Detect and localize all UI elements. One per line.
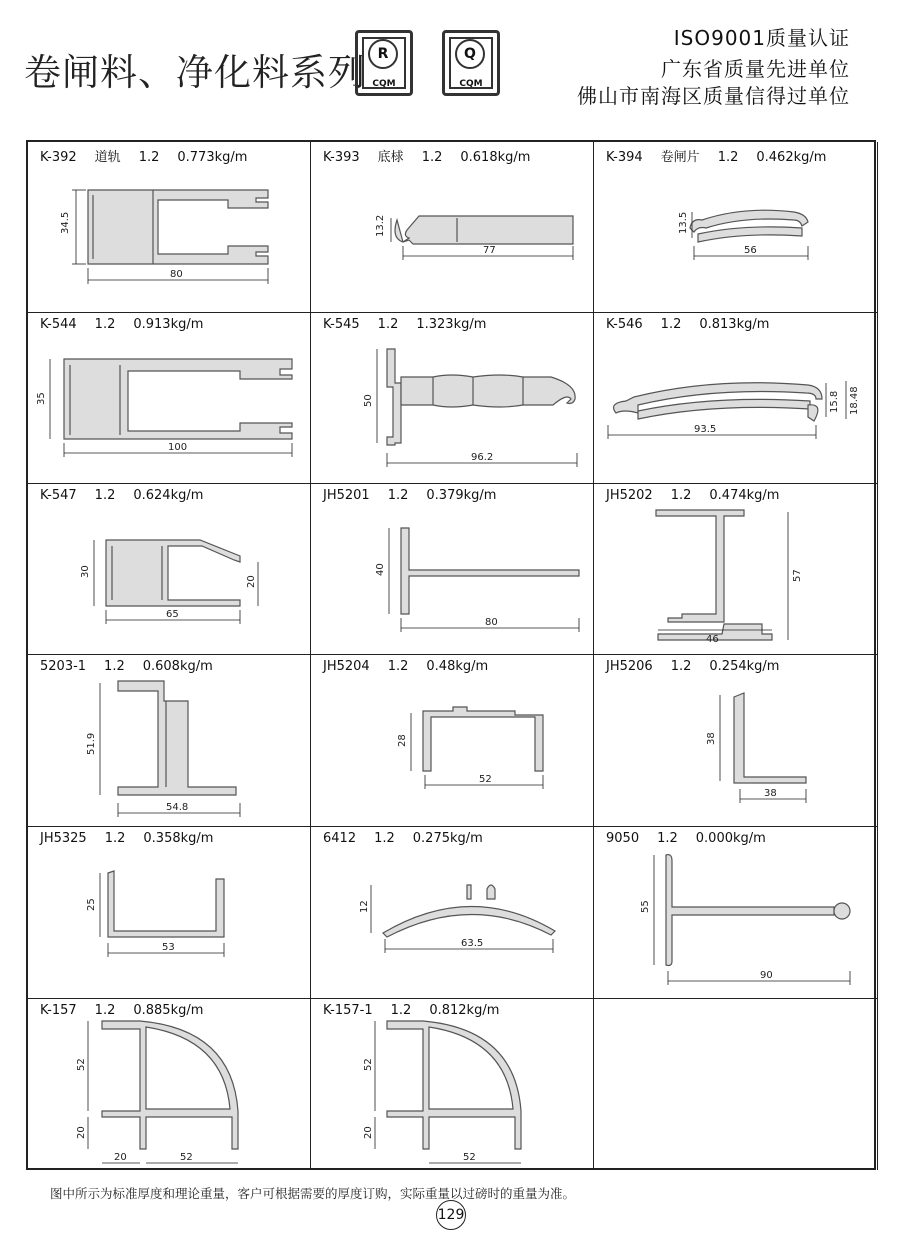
profile-thickness: 1.2 (387, 488, 409, 503)
profile-cell (594, 655, 878, 827)
dimension-label: 93.5 (694, 424, 717, 435)
profile-thickness: 1.2 (717, 150, 739, 165)
profile-thickness: 1.2 (670, 488, 692, 503)
profile-weight: 0.812kg/m (429, 1003, 500, 1018)
profile-code: K-157-1 (323, 1003, 373, 1018)
dimension-label: 65 (166, 609, 179, 620)
dimension-label: 90 (760, 970, 773, 981)
profile-code: 9050 (606, 831, 640, 846)
dimension-label: 46 (706, 634, 719, 645)
profile-name: 道轨 (94, 150, 121, 165)
profile-thickness: 1.2 (94, 317, 116, 332)
dimension-label: 80 (485, 617, 498, 628)
profile-name: 卷闸片 (660, 150, 700, 165)
dimension-label: 13.5 (678, 211, 689, 234)
profile-thickness: 1.2 (138, 150, 160, 165)
dimension-label: 56 (744, 245, 757, 256)
profile-drawing (311, 313, 594, 484)
profile-code: K-394 (606, 150, 643, 165)
profile-drawing (28, 142, 311, 313)
profile-drawing (311, 142, 594, 313)
dimension-label: 25 (86, 898, 97, 911)
profile-weight: 0.358kg/m (143, 831, 214, 846)
logo-letter-r: R (368, 39, 398, 69)
dimension-label: 52 (180, 1152, 193, 1163)
profile-code: K-545 (323, 317, 360, 332)
dimension-label: 38 (706, 732, 717, 745)
profile-drawing (28, 655, 311, 827)
profile-thickness: 1.2 (670, 659, 692, 674)
profile-code: JH5204 (323, 659, 370, 674)
profile-code: JH5206 (606, 659, 653, 674)
dimension-label: 80 (170, 269, 183, 280)
profile-drawing (594, 313, 878, 484)
profile-cell (311, 827, 594, 999)
profile-drawing (594, 827, 878, 999)
dimension-label: 57 (792, 569, 803, 582)
dimension-label: 20 (76, 1126, 87, 1139)
dimension-label: 52 (479, 774, 492, 785)
profile-thickness: 1.2 (374, 831, 395, 846)
profile-cell (594, 313, 878, 484)
profile-cell (311, 313, 594, 484)
profile-drawing (311, 999, 594, 1170)
dimension-label: 100 (168, 442, 188, 453)
profile-thickness: 1.2 (387, 659, 409, 674)
profile-cell (311, 999, 594, 1170)
profile-thickness: 1.2 (657, 831, 678, 846)
logo-code-r: CQM (372, 79, 396, 89)
profile-weight: 0.913kg/m (133, 317, 204, 332)
dimension-label: 13.2 (375, 214, 386, 237)
profile-weight: 0.885kg/m (133, 1003, 204, 1018)
profile-cell (311, 484, 594, 655)
profile-cell (311, 655, 594, 827)
cqm-q-logo (442, 30, 500, 96)
dimension-label: 52 (76, 1058, 87, 1071)
profile-weight: 0.000kg/m (695, 831, 766, 846)
profile-cell (594, 142, 878, 313)
profile-code: K-547 (40, 488, 77, 503)
dimension-label: 50 (363, 394, 374, 407)
profile-code: 5203-1 (40, 659, 87, 674)
dimension-label: 20 (246, 575, 257, 588)
dimension-label: 40 (375, 563, 386, 576)
logo-code-q: CQM (459, 79, 483, 89)
profile-cell (28, 313, 311, 484)
profile-drawing (594, 655, 878, 827)
dimension-label: 77 (483, 245, 496, 256)
profile-drawing (594, 142, 878, 313)
profile-weight: 0.462kg/m (756, 150, 827, 165)
profile-drawing (28, 484, 311, 655)
dimension-label: 18.48 (849, 386, 860, 415)
profile-code: JH5201 (323, 488, 370, 503)
dimension-label: 38 (764, 788, 777, 799)
profile-cell (28, 655, 311, 827)
profile-weight: 0.379kg/m (426, 488, 497, 503)
dimension-label: 34.5 (60, 211, 71, 234)
dimension-label: 96.2 (471, 452, 494, 463)
profile-thickness: 1.2 (390, 1003, 412, 1018)
footer-note: 图中所示为标准厚度和理论重量，客户可根据需要的厚度订购，实际重量以过磅时的重量为准。 (50, 1186, 576, 1201)
profile-drawing (311, 484, 594, 655)
profile-thickness: 1.2 (104, 831, 126, 846)
dimension-label: 15.8 (829, 390, 840, 413)
profile-code: JH5202 (606, 488, 653, 503)
profile-code: 6412 (323, 831, 357, 846)
dimension-label: 51.9 (86, 732, 97, 755)
profile-weight: 0.618kg/m (460, 150, 531, 165)
profile-weight: 0.813kg/m (699, 317, 770, 332)
dimension-label: 63.5 (461, 938, 484, 949)
dimension-label: 55 (640, 900, 651, 913)
page-number: 129 (436, 1200, 466, 1230)
dimension-label: 30 (80, 565, 91, 578)
profile-cell (311, 142, 594, 313)
profile-drawing (28, 827, 311, 999)
profile-thickness: 1.2 (660, 317, 682, 332)
profile-grid (26, 140, 876, 1170)
profile-thickness: 1.2 (94, 1003, 116, 1018)
cert-foshan: 佛山市南海区质量信得过单位 (577, 84, 850, 108)
profile-name: 底梂 (377, 150, 404, 165)
profile-cell (28, 484, 311, 655)
profile-code: K-392 (40, 150, 77, 165)
profile-drawing (311, 655, 594, 827)
profile-thickness: 1.2 (104, 659, 125, 674)
profile-cell (594, 827, 878, 999)
profile-weight: 0.624kg/m (133, 488, 204, 503)
profile-drawing (28, 313, 311, 484)
cqm-r-logo (355, 30, 413, 96)
dimension-label: 53 (162, 942, 175, 953)
empty-cell (594, 999, 878, 1170)
dimension-label: 20 (114, 1152, 127, 1163)
cert-guangdong: 广东省质量先进单位 (661, 57, 850, 81)
profile-cell (28, 999, 311, 1170)
dimension-label: 52 (463, 1152, 476, 1163)
profile-drawing (311, 827, 594, 999)
profile-cell (28, 827, 311, 999)
dimension-label: 20 (363, 1126, 374, 1139)
profile-thickness: 1.2 (377, 317, 399, 332)
profile-code: K-544 (40, 317, 77, 332)
cert-iso: ISO9001质量认证 (673, 26, 850, 50)
logo-letter-q: Q (455, 39, 485, 69)
profile-code: K-546 (606, 317, 643, 332)
page-title: 卷闸料、净化料系列 (24, 51, 366, 94)
profile-code: K-157 (40, 1003, 77, 1018)
profile-drawing (594, 484, 878, 655)
profile-thickness: 1.2 (421, 150, 443, 165)
dimension-label: 28 (397, 734, 408, 747)
profile-cell (28, 142, 311, 313)
dimension-label: 54.8 (166, 802, 189, 813)
profile-thickness: 1.2 (94, 488, 116, 503)
profile-weight: 1.323kg/m (416, 317, 487, 332)
profile-weight: 0.275kg/m (412, 831, 483, 846)
profile-weight: 0.474kg/m (709, 488, 780, 503)
profile-weight: 0.773kg/m (177, 150, 248, 165)
profile-drawing (28, 999, 311, 1170)
dimension-label: 35 (36, 392, 47, 405)
profile-code: K-393 (323, 150, 360, 165)
dimension-label: 12 (359, 900, 370, 913)
profile-weight: 0.254kg/m (709, 659, 780, 674)
profile-weight: 0.48kg/m (426, 659, 489, 674)
profile-weight: 0.608kg/m (142, 659, 213, 674)
dimension-label: 52 (363, 1058, 374, 1071)
profile-code: JH5325 (40, 831, 87, 846)
profile-cell (594, 484, 878, 655)
